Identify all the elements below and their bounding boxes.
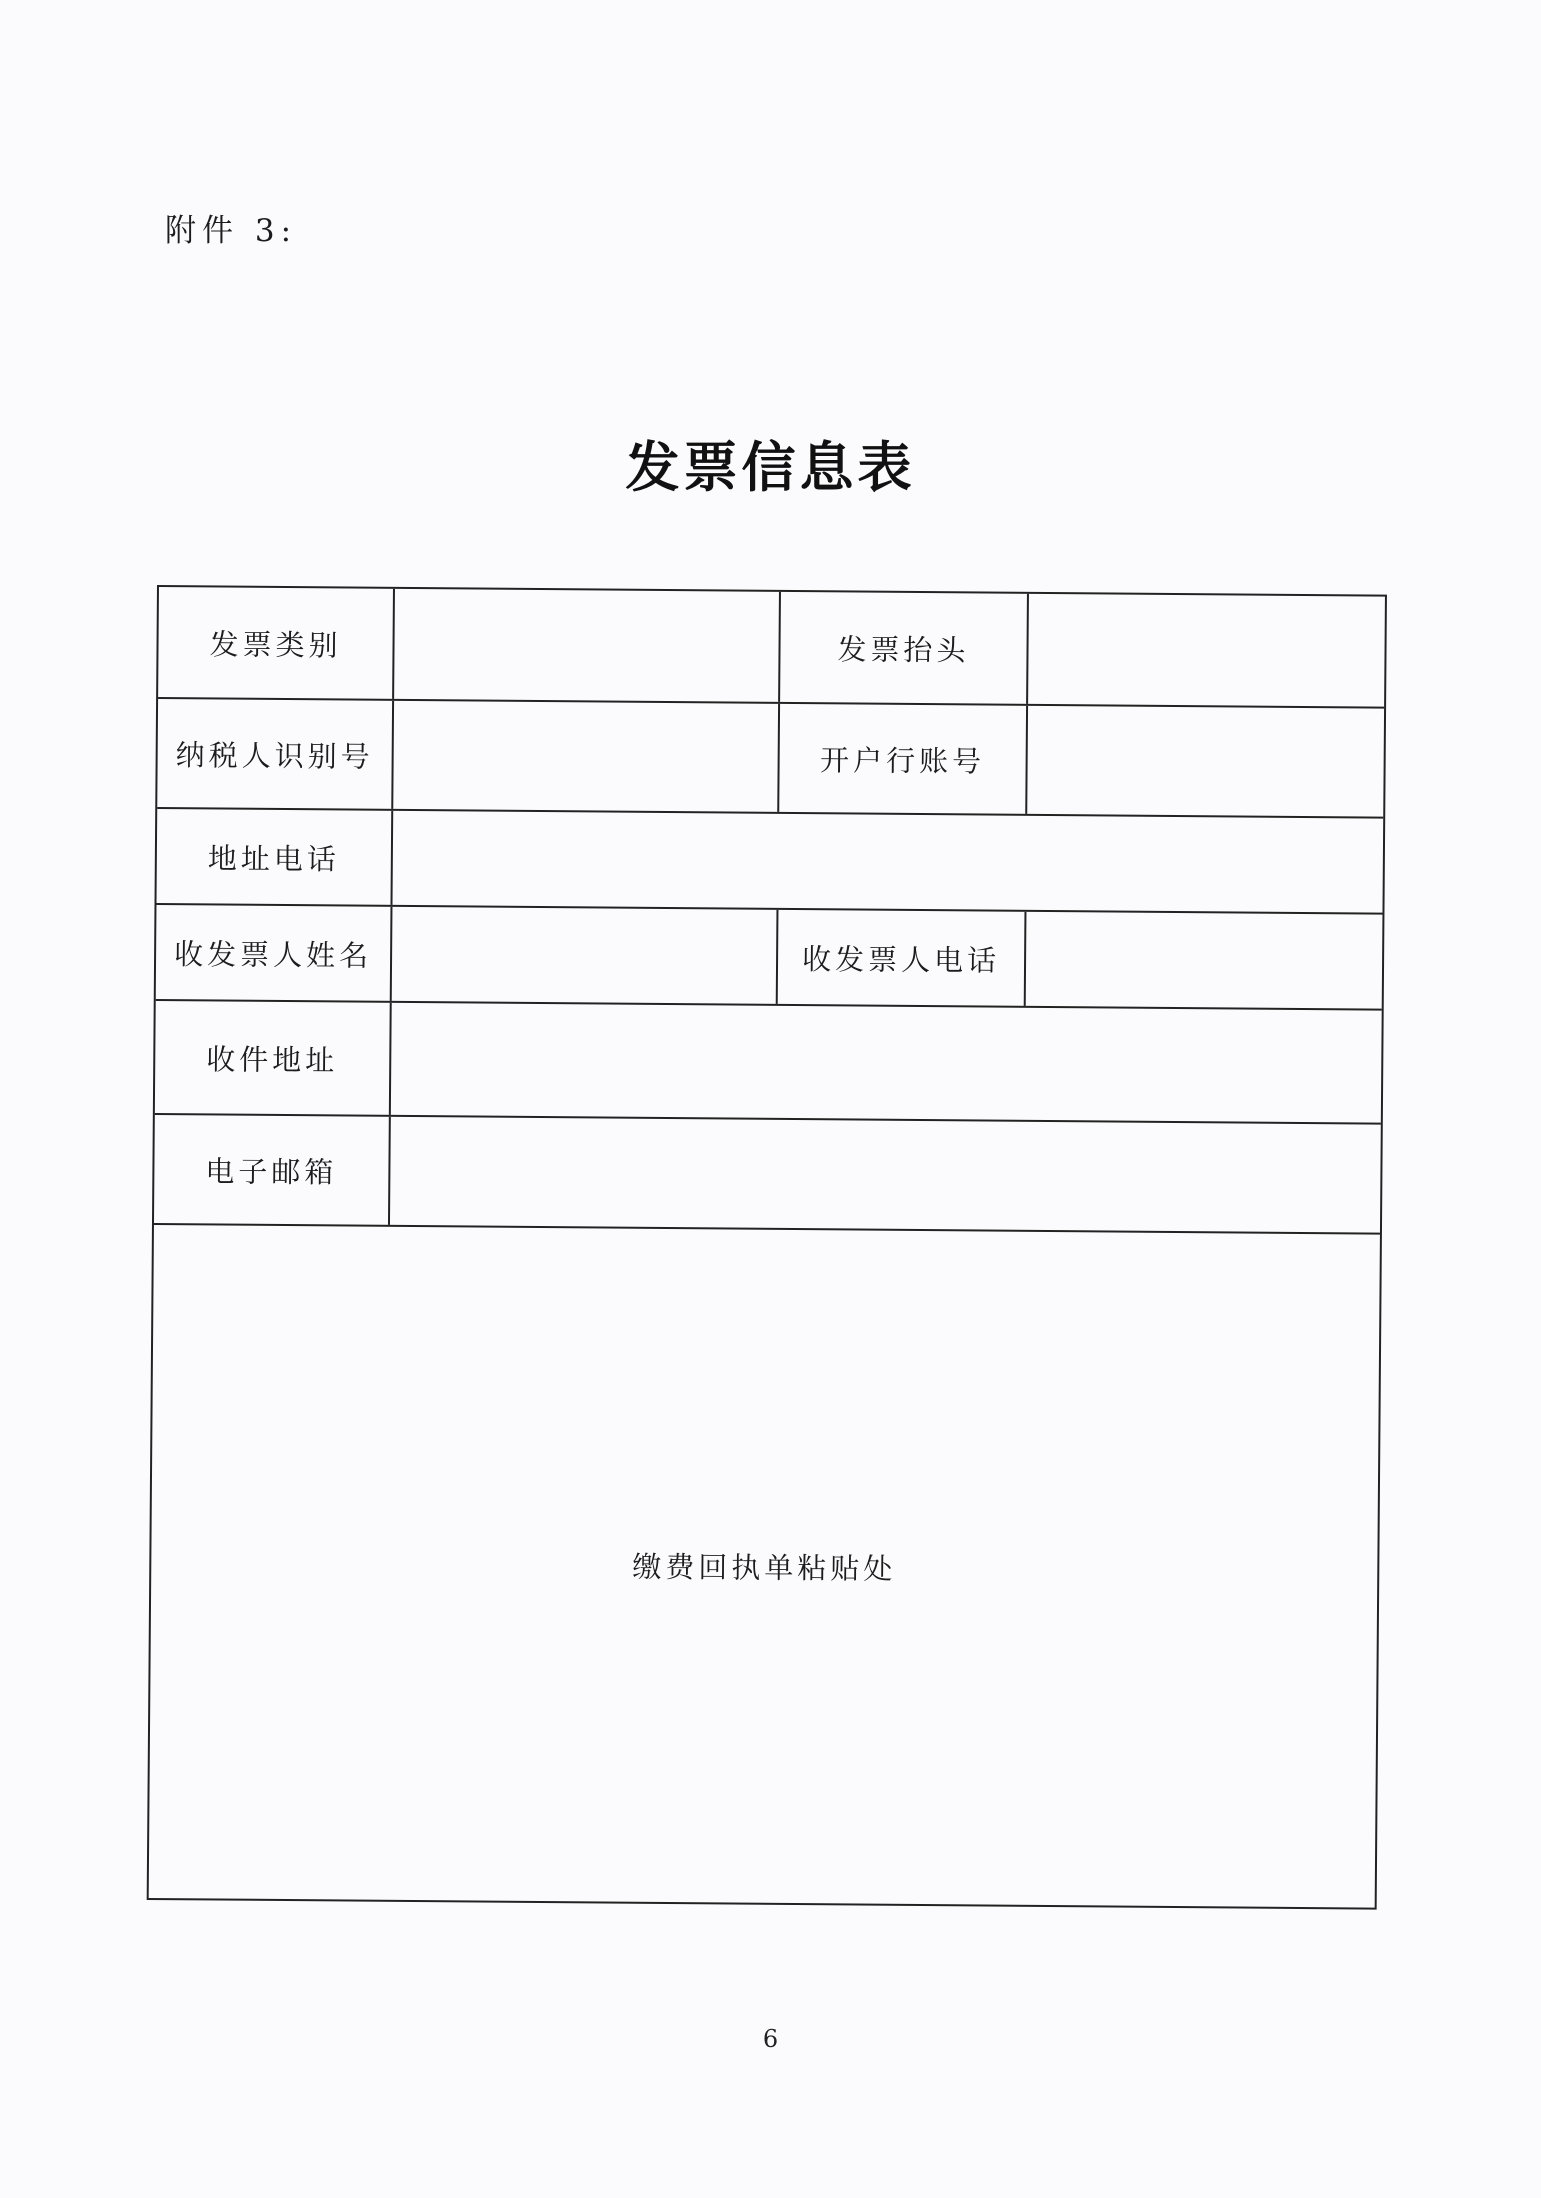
recipient-name-label: 收发票人姓名 — [156, 905, 393, 1001]
table-row — [155, 1001, 1382, 1125]
mailing-address-field[interactable] — [391, 1003, 1382, 1123]
paste-area-label: 缴费回执单粘贴处 — [632, 1549, 897, 1586]
invoice-type-field[interactable] — [394, 589, 781, 702]
invoice-header-field[interactable] — [1028, 594, 1385, 707]
recipient-phone-label: 收发票人电话 — [778, 910, 1027, 1006]
email-field[interactable] — [390, 1117, 1381, 1233]
bank-account-label: 开户行账号 — [779, 704, 1028, 814]
taxpayer-id-field[interactable] — [393, 701, 780, 812]
page-number: 6 — [762, 2025, 779, 2053]
invoice-type-label: 发票类别 — [158, 587, 395, 699]
invoice-header-label: 发票抬头 — [780, 592, 1029, 704]
taxpayer-id-label: 纳税人识别号 — [157, 699, 394, 809]
table-row — [156, 809, 1383, 915]
page-title: 发票信息表 — [625, 436, 916, 499]
table-row — [157, 699, 1384, 819]
mailing-address-label: 收件地址 — [155, 1001, 392, 1115]
recipient-name-field[interactable] — [392, 907, 779, 1004]
invoice-info-table — [147, 585, 1387, 1910]
address-phone-field[interactable] — [392, 811, 1383, 913]
table-row — [158, 587, 1385, 709]
table-row — [154, 1115, 1381, 1235]
attachment-label: 附件 3: — [165, 213, 298, 249]
address-phone-label: 地址电话 — [157, 809, 394, 905]
payment-receipt-paste-area — [149, 1225, 1380, 1907]
recipient-phone-field[interactable] — [1026, 912, 1383, 1009]
email-label: 电子邮箱 — [154, 1115, 391, 1225]
bank-account-field[interactable] — [1027, 706, 1384, 817]
table-row — [156, 905, 1383, 1011]
